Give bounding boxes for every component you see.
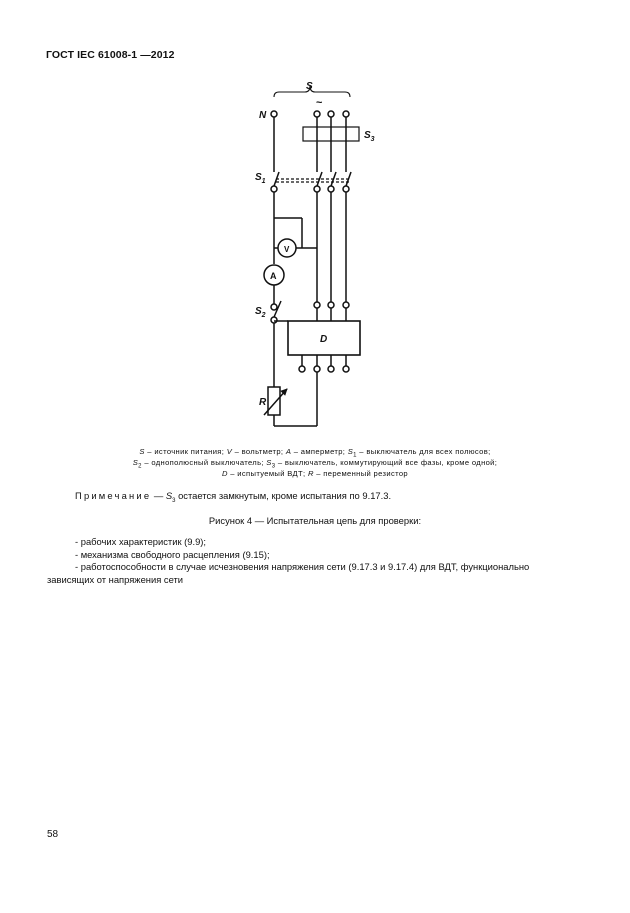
legend-line-2: $S_2$ – однополюсный выключатель; $S_3$ – выключатель, коммутирующий все фазы, кроме одной; <box>132 458 498 470</box>
note: Примечание — $S_3$ остается замкнутым, кроме испытания по 9.17.3. <box>75 490 392 504</box>
document-header: ГОСТ IEC 61008-1 —2012 <box>46 49 175 61</box>
label-s2: $S_2$ <box>255 306 266 319</box>
figure-caption: Рисунок 4 — Испытательная цепь для проверки: <box>208 515 422 526</box>
list-item: - работоспособности в случае исчезновения напряжения сети (9.17.3 и 9.17.4) для ВДТ, функционально <box>75 561 530 572</box>
terminal-n-top <box>271 111 277 117</box>
list-item-continuation: зависящих от напряжения сети <box>47 573 183 585</box>
label-d: D <box>320 334 328 345</box>
note-prefix: Примечание <box>75 490 152 501</box>
terminal-l3-top <box>343 111 349 117</box>
label-s1: $S_1$ <box>255 172 266 185</box>
list-item: - механизма свободного расцепления (9.15); <box>75 548 270 560</box>
list-item: - рабочих характеристик (9.9); <box>75 536 207 547</box>
check-list <box>47 536 577 586</box>
label-s: S <box>306 81 313 92</box>
page-number: 58 <box>47 829 59 840</box>
label-tilde: ~ <box>316 97 323 109</box>
label-a: A <box>270 271 277 281</box>
legend-line-3: D – испытуемый ВДТ; R – переменный резистор <box>221 469 409 478</box>
label-r: R <box>259 397 267 408</box>
terminal-l1-top <box>314 111 320 117</box>
terminal-l2-top <box>328 111 334 117</box>
legend-line-1: S – источник питания; V – вольтметр; A – амперметр; $S_1$ – выключатель для всех полюсов; <box>139 447 491 459</box>
variable-resistor <box>268 387 280 415</box>
label-n: N <box>259 110 267 121</box>
label-v: V <box>284 245 290 254</box>
label-s3: $S_3$ <box>364 130 375 143</box>
